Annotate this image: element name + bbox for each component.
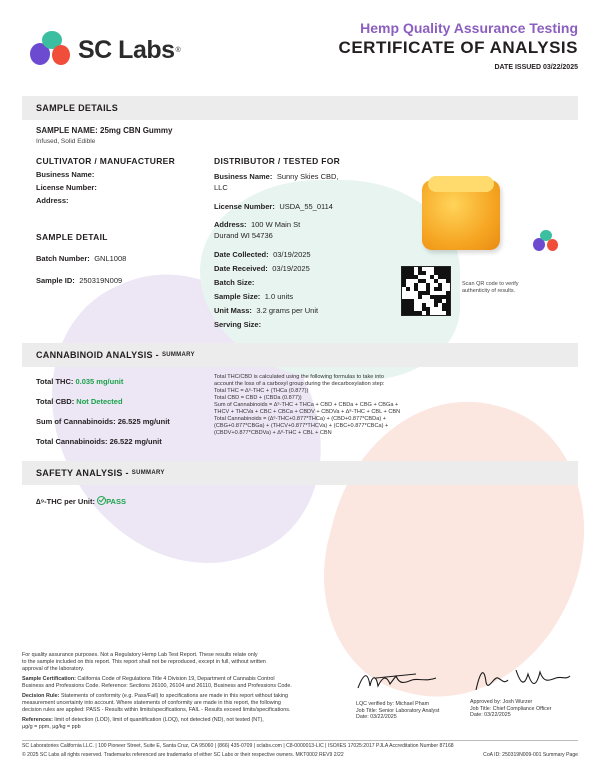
thc-per-unit-label: ∆⁹-THC per Unit: bbox=[36, 497, 95, 506]
footer-divider bbox=[22, 740, 578, 741]
distributor-heading: DISTRIBUTOR / TESTED FOR bbox=[214, 156, 341, 166]
signature-block-1 bbox=[356, 668, 456, 721]
safety-summary bbox=[36, 496, 126, 506]
cultivator-block bbox=[36, 156, 175, 205]
distributor-business-name-2: LLC bbox=[214, 183, 228, 192]
qr-caption-line-1: Scan QR code to verify bbox=[462, 281, 519, 287]
signer-1-line: Job Title: Senior Laboratory Analyst bbox=[356, 707, 440, 714]
distributor-address-2: Durand WI 54736 bbox=[214, 231, 273, 240]
certification-text-2: Business and Professions Code. Reference: Sections 26100, 26104 and 26110, Business and Professions Code. bbox=[22, 683, 292, 689]
qr-caption-line-2: authenticity of results. bbox=[462, 288, 516, 294]
decision-rule-text-2: measurement uncertainty into account. Where statements of conformity are made in this report, the following bbox=[22, 700, 281, 706]
distributor-business-label: Business Name: bbox=[214, 172, 273, 181]
distributor-block bbox=[214, 156, 344, 240]
formula-line: Total CBD = CBD + (CBDa (0.877)) bbox=[214, 395, 302, 401]
signer-1-line: LQC verified by: Michael Pham bbox=[356, 701, 430, 707]
decision-rule-text-3: decision rules are applied: PASS - Results within limits/specifications, FAIL - Results exceed limits/specifications. bbox=[22, 707, 291, 713]
batch-number: GNL1008 bbox=[94, 254, 127, 263]
references-text: limit of detection (LOD), limit of quantification (LOQ), not detected (ND), not tested (NT), bbox=[52, 717, 264, 723]
sample-id: 250319N009 bbox=[79, 276, 123, 285]
copyright-line: © 2025 SC Labs all rights reserved. Trademarks referenced are trademarks of either SC Labs or their respective owners. MKT0002 REV9 2/22 bbox=[22, 752, 344, 758]
formula-line: (CBDV+0.877*CBDVa) + ∆⁸-THC + CBL + CBN bbox=[214, 430, 332, 436]
date-issued: DATE ISSUED 03/22/2025 bbox=[494, 64, 578, 71]
total-thc-label: Total THC: bbox=[36, 377, 74, 386]
serving-size-label: Serving Size: bbox=[214, 320, 262, 329]
total-thc-value: 0.035 mg/unit bbox=[75, 377, 124, 386]
sample-size: 1.0 units bbox=[264, 292, 294, 301]
safety-analysis-bar bbox=[22, 461, 578, 485]
batch-label: Batch Number: bbox=[36, 254, 90, 263]
certification-label: Sample Certification: bbox=[22, 676, 76, 682]
distributor-license-label: License Number: bbox=[214, 202, 275, 211]
unit-mass: 3.2 grams per Unit bbox=[256, 306, 319, 315]
references-text-2: µg/g = ppm, µg/kg = ppb bbox=[22, 724, 81, 730]
sample-name: 25mg CBN Gummy bbox=[100, 126, 173, 135]
cannabinoid-summary bbox=[36, 377, 170, 446]
references-label: References: bbox=[22, 717, 53, 723]
disclaimer-line: For quality assurance purposes. Not a Regulatory Hemp Lab Test Report. These results relate only bbox=[22, 652, 258, 658]
logo-mark-icon bbox=[30, 31, 72, 69]
sum-cannabinoids-label: Sum of Cannabinoids: bbox=[36, 417, 116, 426]
section-subtitle: SUMMARY bbox=[161, 352, 195, 358]
page-title: CERTIFICATE OF ANALYSIS bbox=[338, 38, 578, 57]
header-subtitle: Hemp Quality Assurance Testing bbox=[360, 20, 578, 36]
footer-notes bbox=[22, 652, 342, 731]
decision-rule-text: Statements of conformity (e.g. Pass/Fail) to specifications are made in this report without taking bbox=[59, 693, 289, 699]
decision-rule-label: Decision Rule: bbox=[22, 693, 60, 699]
distributor-address-1: 100 W Main St bbox=[250, 220, 301, 229]
qr-caption bbox=[462, 281, 519, 295]
total-cannabinoids-value: 26.522 mg/unit bbox=[109, 437, 162, 446]
cannabinoid-analysis-bar bbox=[22, 343, 578, 367]
check-circle-icon bbox=[97, 496, 106, 505]
disclaimer-line: approval of the laboratory. bbox=[22, 666, 85, 672]
section-title: SAFETY ANALYSIS - bbox=[36, 468, 129, 478]
formula-line: account the loss of a carboxyl group during the decarboxylation step: bbox=[214, 381, 385, 387]
thc-per-unit-result: PASS bbox=[106, 497, 126, 506]
formula-block bbox=[214, 374, 424, 437]
section-subtitle: SUMMARY bbox=[131, 470, 165, 476]
signature-2-icon bbox=[470, 662, 574, 694]
date-collected-label: Date Collected: bbox=[214, 250, 269, 259]
registered-mark: ® bbox=[175, 46, 181, 54]
date-received-label: Date Received: bbox=[214, 264, 268, 273]
signer-2-line: Job Title: Chief Compliance Officer bbox=[470, 705, 552, 712]
unit-mass-label: Unit Mass: bbox=[214, 306, 252, 315]
signer-2-line: Date: 03/22/2025 bbox=[470, 712, 511, 718]
distributor-business-name: Sunny Skies CBD, bbox=[276, 172, 339, 181]
logo-mark-small-icon bbox=[533, 230, 561, 256]
sample-detail-block bbox=[36, 232, 126, 288]
formula-line: (CBG+0.877*CBGa) + (THCV+0.877*THCVa) + (CBC+0.877*CBCa) + bbox=[214, 423, 389, 429]
signer-1-line: Date: 03/22/2025 bbox=[356, 714, 397, 720]
coa-id: CoA ID: 250319N009-001 Summary Page bbox=[483, 752, 578, 758]
distributor-address-label: Address: bbox=[214, 220, 247, 229]
cultivator-license-label: License Number: bbox=[36, 183, 97, 192]
sample-id-label: Sample ID: bbox=[36, 276, 75, 285]
lab-address-line: SC Laboratories California LLC. | 100 Pioneer Street, Suite E, Santa Cruz, CA 95060 | (866) 435-0709 | sclabs.com | C8-0000013-LIC | ISO/IES 17025:2017 PJLA Accreditation Number 87168 bbox=[22, 743, 454, 749]
sample-detail-heading: SAMPLE DETAIL bbox=[36, 232, 108, 242]
section-title: SAMPLE DETAILS bbox=[36, 103, 119, 113]
total-cannabinoids-label: Total Cannabinoids: bbox=[36, 437, 108, 446]
total-cbd-value: Not Detected bbox=[76, 397, 123, 406]
signature-1-icon bbox=[356, 668, 446, 694]
signer-2-line: Approved by: Josh Wurzer bbox=[470, 699, 533, 705]
brand-name: SC Labs bbox=[78, 35, 175, 64]
distributor-license: USDA_55_0114 bbox=[279, 202, 333, 211]
sample-name-label: SAMPLE NAME: bbox=[36, 126, 98, 135]
date-collected: 03/19/2025 bbox=[273, 250, 311, 259]
product-image-highlight bbox=[428, 176, 494, 192]
formula-line: Total THC = ∆⁹-THC + (THCa (0.877)) bbox=[214, 388, 309, 394]
certification-text: California Code of Regulations Title 4 Division 19, Department of Cannabis Control bbox=[75, 676, 275, 682]
date-received: 03/19/2025 bbox=[272, 264, 310, 273]
formula-line: Sum of Cannabinoids = ∆⁹-THC + THCa + CBD + CBDa + CBG + CBGa + bbox=[214, 402, 399, 408]
formula-line: THCV + THCVa + CBC + CBCa + CBDV + CBDVa + ∆⁸-THC + CBL + CBN bbox=[214, 409, 401, 415]
cultivator-heading: CULTIVATOR / MANUFACTURER bbox=[36, 156, 176, 166]
qr-code[interactable] bbox=[401, 266, 451, 316]
disclaimer-line: to the sample included on this report. This report shall not be reproduced, except in full, without written bbox=[22, 659, 266, 665]
sample-type: Infused, Solid Edible bbox=[36, 138, 96, 145]
sum-cannabinoids-value: 26.525 mg/unit bbox=[117, 417, 170, 426]
cultivator-business-label: Business Name: bbox=[36, 170, 95, 179]
section-title: CANNABINOID ANALYSIS - bbox=[36, 350, 159, 360]
signature-block-2 bbox=[470, 662, 580, 719]
cultivator-address-label: Address: bbox=[36, 196, 69, 205]
sample-name-block bbox=[36, 126, 172, 145]
batch-size-label: Batch Size: bbox=[214, 278, 255, 287]
header-titles bbox=[339, 20, 578, 71]
sample-details-bar bbox=[22, 96, 578, 120]
sc-labs-logo bbox=[30, 30, 181, 70]
formula-line: Total Cannabinoids = (∆⁹-THC+0.877*THCa) + (CBD+0.877*CBDa) + bbox=[214, 416, 386, 422]
total-cbd-label: Total CBD: bbox=[36, 397, 75, 406]
formula-line: Total THC/CBD is calculated using the following formulas to take into bbox=[214, 374, 384, 380]
sample-size-label: Sample Size: bbox=[214, 292, 261, 301]
sample-dates-block bbox=[214, 247, 318, 331]
